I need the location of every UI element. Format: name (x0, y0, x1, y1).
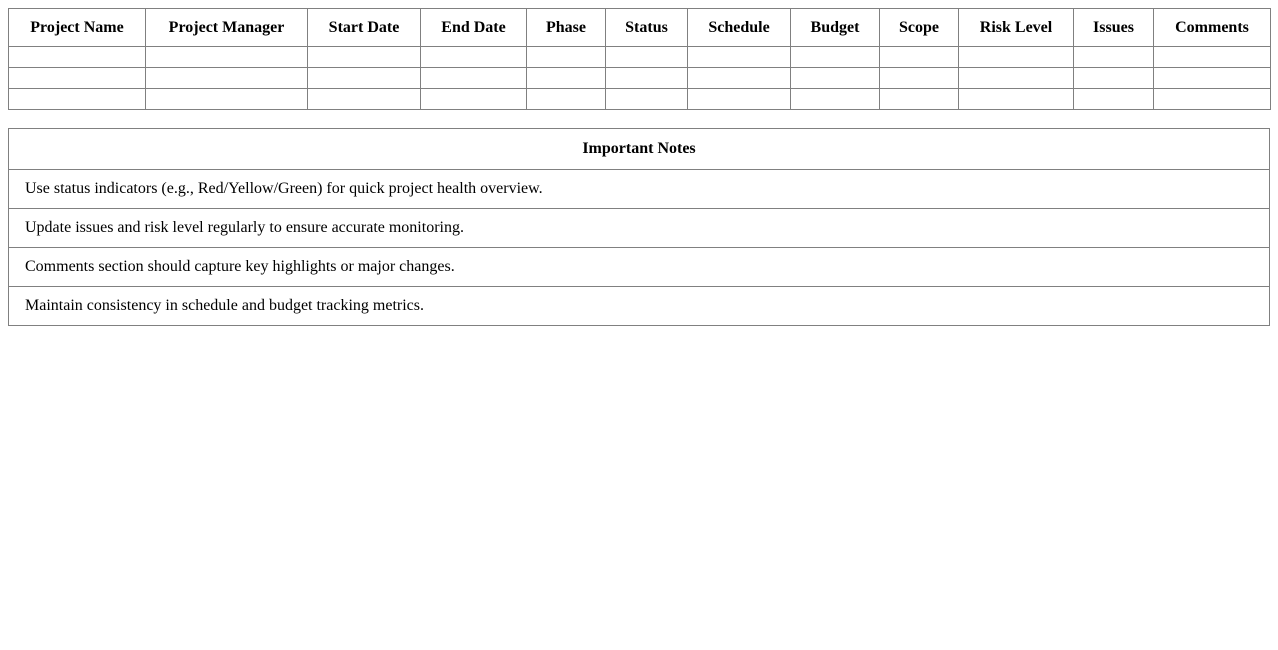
table-cell[interactable] (791, 68, 880, 89)
table-cell[interactable] (1074, 89, 1154, 110)
note-text: Update issues and risk level regularly to ensure accurate monitoring. (9, 209, 1270, 248)
table-cell[interactable] (421, 47, 527, 68)
table-cell[interactable] (688, 47, 791, 68)
header-start-date: Start Date (308, 9, 421, 47)
table-cell[interactable] (606, 68, 688, 89)
header-end-date: End Date (421, 9, 527, 47)
table-cell[interactable] (1154, 68, 1271, 89)
table-cell[interactable] (1154, 47, 1271, 68)
header-comments: Comments (1154, 9, 1271, 47)
table-cell[interactable] (688, 68, 791, 89)
table-cell[interactable] (880, 68, 959, 89)
table-row (9, 68, 1271, 89)
table-cell[interactable] (791, 47, 880, 68)
header-status: Status (606, 9, 688, 47)
table-cell[interactable] (308, 47, 421, 68)
notes-header-row (9, 129, 1270, 170)
table-cell[interactable] (880, 47, 959, 68)
table-cell[interactable] (146, 89, 308, 110)
header-issues: Issues (1074, 9, 1154, 47)
header-budget: Budget (791, 9, 880, 47)
notes-title: Important Notes (9, 129, 1270, 170)
table-cell[interactable] (527, 47, 606, 68)
header-risk-level: Risk Level (959, 9, 1074, 47)
table-cell[interactable] (1074, 68, 1154, 89)
table-cell[interactable] (9, 68, 146, 89)
table-cell[interactable] (527, 68, 606, 89)
table-cell[interactable] (9, 89, 146, 110)
tracker-header-row (9, 9, 1271, 47)
table-row (9, 89, 1271, 110)
list-item (9, 287, 1270, 326)
table-cell[interactable] (959, 89, 1074, 110)
list-item (9, 248, 1270, 287)
note-text: Comments section should capture key highlights or major changes. (9, 248, 1270, 287)
project-tracker-table (8, 8, 1271, 110)
table-cell[interactable] (527, 89, 606, 110)
table-cell[interactable] (606, 89, 688, 110)
table-cell[interactable] (146, 68, 308, 89)
note-text: Use status indicators (e.g., Red/Yellow/Green) for quick project health overview. (9, 170, 1270, 209)
table-cell[interactable] (959, 47, 1074, 68)
note-text: Maintain consistency in schedule and budget tracking metrics. (9, 287, 1270, 326)
list-item (9, 170, 1270, 209)
header-project-name: Project Name (9, 9, 146, 47)
table-cell[interactable] (308, 89, 421, 110)
table-row (9, 47, 1271, 68)
table-cell[interactable] (421, 68, 527, 89)
header-schedule: Schedule (688, 9, 791, 47)
table-cell[interactable] (880, 89, 959, 110)
table-cell[interactable] (146, 47, 308, 68)
list-item (9, 209, 1270, 248)
important-notes-table (8, 128, 1270, 326)
table-cell[interactable] (688, 89, 791, 110)
table-cell[interactable] (9, 47, 146, 68)
table-cell[interactable] (308, 68, 421, 89)
header-scope: Scope (880, 9, 959, 47)
table-cell[interactable] (959, 68, 1074, 89)
header-project-manager: Project Manager (146, 9, 308, 47)
table-cell[interactable] (791, 89, 880, 110)
table-cell[interactable] (606, 47, 688, 68)
table-cell[interactable] (1074, 47, 1154, 68)
table-cell[interactable] (421, 89, 527, 110)
header-phase: Phase (527, 9, 606, 47)
table-cell[interactable] (1154, 89, 1271, 110)
